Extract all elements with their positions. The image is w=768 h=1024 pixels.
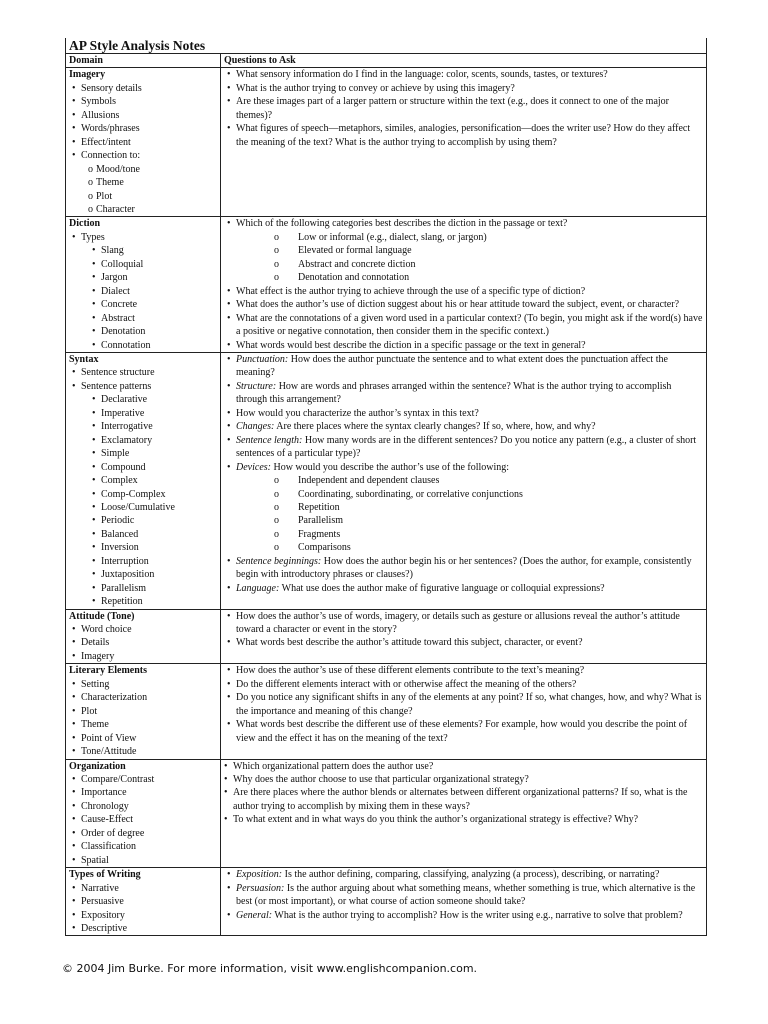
domain-item: • Complex	[69, 474, 217, 487]
question-lead: Sentence length:	[236, 434, 303, 446]
domain-item: • Dialect	[69, 285, 217, 298]
question-text: How would you characterize the author’s syntax in this text?	[236, 407, 479, 419]
domain-cell	[66, 868, 221, 936]
question-lead: Sentence beginnings:	[236, 555, 322, 567]
domain-item-list	[69, 882, 217, 936]
domain-item: • Periodic	[69, 514, 217, 527]
domain-item: • Narrative	[69, 882, 217, 895]
question-lead: Devices:	[236, 461, 271, 473]
question-lead: Changes:	[236, 421, 275, 433]
question-text: What use does the author make of figurative language or colloquial expressions?	[279, 582, 605, 594]
question-item	[224, 501, 703, 514]
question-item	[224, 82, 703, 95]
question-item	[224, 244, 703, 257]
question-list	[224, 664, 703, 745]
question-text: Are these images part of a larger pattern or structure within the text (e.g., does it connect to one of the major themes)?	[236, 96, 669, 121]
domain-item: • Loose/Cumulative	[69, 501, 217, 514]
question-text: How does the author’s use of these different elements contribute to the text’s meaning?	[236, 665, 585, 677]
domain-item: • Effect/intent	[69, 136, 217, 149]
domain-item: • Word choice	[69, 623, 217, 636]
domain-item: • Concrete	[69, 298, 217, 311]
domain-cell	[66, 68, 221, 217]
domain-item-list	[69, 366, 217, 608]
question-text: To what extent and in what ways do you think the author’s organizational strategy is effective? Why?	[233, 814, 639, 826]
question-item	[224, 353, 703, 380]
question-text: What are the connotations of a given word used in a particular context? (To begin, you might ask if the word(s) have a positive or negative connotation, then consider them in the specific context.)	[236, 312, 703, 338]
domain-item: • Parallelism	[69, 582, 217, 595]
question-item	[224, 258, 703, 271]
question-text: Which of the following categories best describes the diction in the passage or text?	[236, 218, 568, 230]
question-text: What does the author’s use of diction suggest about his or hear attitude toward the subject, event, or character?	[236, 299, 680, 311]
domain-header: Domain	[66, 54, 221, 68]
table-body	[66, 68, 707, 936]
question-item	[224, 488, 703, 501]
question-text: How many words are in the different sentences? Do you notice any pattern (e.g., a cluster of short sentences of a particular type)?	[236, 434, 697, 460]
domain-item: • Words/phrases	[69, 122, 217, 135]
domain-item: • Setting	[69, 678, 217, 691]
question-list	[224, 610, 703, 650]
question-item	[224, 773, 703, 786]
question-text: Independent and dependent clauses	[298, 475, 440, 487]
questions-cell	[221, 609, 707, 664]
domain-item: • Abstract	[69, 312, 217, 325]
question-item	[224, 68, 703, 81]
domain-item: • Point of View	[69, 732, 217, 745]
domain-item: • Order of degree	[69, 827, 217, 840]
question-text: What words best describe the different use of these elements? For example, how would you describe the point of view and the effect it has on the meaning of the text?	[236, 719, 688, 744]
domain-item: • Spatial	[69, 854, 217, 867]
question-list	[224, 68, 703, 149]
domain-item: • Importance	[69, 786, 217, 799]
domain-item: • Expository	[69, 909, 217, 922]
domain-item: • Cause-Effect	[69, 813, 217, 826]
question-text: What words best describe the author’s attitude toward this subject, character, or event?	[236, 637, 583, 649]
questions-cell	[221, 759, 707, 868]
domain-item-list	[69, 773, 217, 867]
domain-item: • Declarative	[69, 393, 217, 406]
domain-item: • Symbols	[69, 95, 217, 108]
question-item	[224, 312, 703, 339]
domain-item: • Jargon	[69, 271, 217, 284]
question-item	[224, 231, 703, 244]
domain-item: • Imagery	[69, 650, 217, 663]
question-text: Do you notice any significant shifts in any of the elements at any point? If so, what changes, how, and why? What is the importance and meaning of this change?	[236, 692, 702, 717]
question-item	[224, 868, 703, 881]
question-text: Is the author defining, comparing, classifying, analyzing (a process), describing, or narrating?	[282, 869, 660, 881]
question-item	[224, 380, 703, 407]
question-text: Which organizational pattern does the author use?	[233, 760, 434, 772]
domain-item: • Types	[69, 231, 217, 244]
domain-cell	[66, 217, 221, 353]
question-text: Coordinating, subordinating, or correlative conjunctions	[298, 488, 523, 500]
question-item	[224, 760, 703, 773]
domain-item: • Compound	[69, 461, 217, 474]
questions-cell	[221, 352, 707, 609]
domain-item: • Descriptive	[69, 922, 217, 935]
domain-item: • Slang	[69, 244, 217, 257]
copyright-footer: © 2004 Jim Burke. For more information, visit www.englishcompanion.com.	[62, 962, 478, 975]
question-lead: Persuasion:	[236, 882, 285, 894]
question-text: Repetition	[298, 501, 340, 513]
domain-item: • Tone/Attitude	[69, 745, 217, 758]
domain-item: • Sentence structure	[69, 366, 217, 379]
question-item	[224, 474, 703, 487]
question-item	[224, 610, 703, 637]
domain-item: • Inversion	[69, 541, 217, 554]
question-text: How are words and phrases arranged within the sentence? What is the author trying to accomplish through this arrangement?	[236, 380, 672, 406]
question-text: How does the author begin his or her sentences? (Does the author, for example, consistently begin with introductory phrases or clauses?)	[236, 555, 692, 581]
question-text: Elevated or formal language	[298, 245, 412, 257]
question-item	[224, 636, 703, 649]
domain-item: • Sentence patterns	[69, 380, 217, 393]
question-list	[224, 760, 703, 827]
domain-item: • Juxtaposition	[69, 568, 217, 581]
domain-title: Types of Writing	[69, 869, 141, 881]
questions-cell	[221, 68, 707, 217]
question-text: Abstract and concrete diction	[298, 258, 416, 270]
question-item	[224, 420, 703, 433]
analysis-table	[65, 53, 707, 936]
question-item	[224, 813, 703, 826]
domain-title: Imagery	[69, 69, 106, 81]
question-item	[224, 786, 703, 813]
domain-item: o Plot	[69, 190, 217, 203]
question-item	[224, 407, 703, 420]
domain-item: • Chronology	[69, 800, 217, 813]
question-text: Low or informal (e.g., dialect, slang, or jargon)	[298, 231, 487, 243]
table-row	[66, 868, 707, 936]
domain-item: • Connotation	[69, 339, 217, 352]
question-item	[224, 514, 703, 527]
domain-item: • Balanced	[69, 528, 217, 541]
question-item	[224, 882, 703, 909]
document-title: AP Style Analysis Notes	[65, 38, 707, 53]
question-item	[224, 339, 703, 352]
question-item	[224, 664, 703, 677]
domain-cell	[66, 609, 221, 664]
domain-item: • Comp-Complex	[69, 488, 217, 501]
domain-item: • Allusions	[69, 109, 217, 122]
questions-cell	[221, 664, 707, 759]
question-text: How does the author’s use of words, imagery, or details such as gesture or allusions reveal the author’s attitude toward a character or event in the story?	[236, 610, 680, 636]
domain-title: Organization	[69, 760, 126, 772]
domain-item: • Denotation	[69, 325, 217, 338]
question-item	[224, 122, 703, 149]
question-text: Denotation and connotation	[298, 272, 410, 284]
question-text: Is the author arguing about what something means, whether something is true, which alternative is the best (or most important), or what course of action someone should take?	[236, 882, 696, 908]
question-item	[224, 271, 703, 284]
domain-item: • Colloquial	[69, 258, 217, 271]
domain-item: • Imperative	[69, 407, 217, 420]
question-text: What figures of speech—metaphors, similes, analogies, personification—does the writer use? How do they affect the meaning of the text? What is the author trying to accomplish by using them?	[236, 123, 691, 148]
question-text: Why does the author choose to use that particular organizational strategy?	[233, 774, 529, 786]
question-item	[224, 582, 703, 595]
question-text: What is the author trying to convey or achieve by using this imagery?	[236, 82, 515, 94]
question-item	[224, 434, 703, 461]
domain-item-list	[69, 82, 217, 217]
domain-item: o Mood/tone	[69, 163, 217, 176]
table-row	[66, 68, 707, 217]
domain-item: • Characterization	[69, 691, 217, 704]
domain-item: • Theme	[69, 718, 217, 731]
domain-item-list	[69, 623, 217, 663]
domain-item: • Interruption	[69, 555, 217, 568]
question-text: Do the different elements interact with or otherwise affect the meaning of the others?	[236, 678, 577, 690]
domain-title: Attitude (Tone)	[69, 610, 135, 622]
question-item	[224, 555, 703, 582]
domain-item: • Persuasive	[69, 895, 217, 908]
notes-page	[65, 38, 707, 936]
domain-item: • Plot	[69, 705, 217, 718]
question-text: How would you describe the author’s use of the following:	[270, 461, 510, 473]
question-item	[224, 217, 703, 230]
domain-item-list	[69, 678, 217, 759]
table-row	[66, 609, 707, 664]
question-text: What is the author trying to accomplish? How is the writer using e.g., narrative to solve that problem?	[272, 909, 683, 921]
question-list	[224, 868, 703, 922]
domain-item: • Details	[69, 636, 217, 649]
domain-item: • Interrogative	[69, 420, 217, 433]
question-lead: Exposition:	[236, 869, 283, 881]
question-list	[224, 217, 703, 352]
domain-item: • Connection to:	[69, 149, 217, 162]
domain-item: • Sensory details	[69, 82, 217, 95]
domain-item: • Classification	[69, 840, 217, 853]
domain-item: • Simple	[69, 447, 217, 460]
domain-title: Syntax	[69, 353, 99, 365]
domain-title: Diction	[69, 218, 101, 230]
domain-item: o Character	[69, 203, 217, 216]
domain-cell	[66, 759, 221, 868]
question-item	[224, 95, 703, 122]
question-text: Parallelism	[298, 515, 343, 527]
question-text: Comparisons	[298, 542, 351, 554]
domain-item: o Theme	[69, 176, 217, 189]
questions-cell	[221, 217, 707, 353]
question-text: What effect is the author trying to achieve through the use of a specific type of diction?	[236, 285, 586, 297]
question-text: Are there places where the author blends or alternates between different organizational patterns? If so, what is the author trying to accomplish by mixing them in these ways?	[233, 787, 688, 812]
question-item	[224, 909, 703, 922]
table-row	[66, 759, 707, 868]
domain-cell	[66, 664, 221, 759]
domain-title: Literary Elements	[69, 665, 148, 677]
domain-cell	[66, 352, 221, 609]
question-text: What sensory information do I find in the language: color, scents, sounds, tastes, or textures?	[236, 69, 608, 81]
question-list	[224, 353, 703, 595]
question-text: Are there places where the syntax clearly changes? If so, where, how, and why?	[274, 421, 596, 433]
question-lead: Language:	[236, 582, 280, 594]
question-lead: Structure:	[236, 380, 277, 392]
question-item	[224, 528, 703, 541]
question-item	[224, 298, 703, 311]
question-text: How does the author punctuate the sentence and to what extent does the punctuation affect the meaning?	[236, 353, 668, 379]
table-row	[66, 217, 707, 353]
question-item	[224, 678, 703, 691]
domain-item-list	[69, 231, 217, 352]
table-header-row	[66, 54, 707, 68]
domain-item: • Compare/Contrast	[69, 773, 217, 786]
question-lead: General:	[236, 909, 273, 921]
question-item	[224, 461, 703, 474]
question-item	[224, 541, 703, 554]
question-item	[224, 691, 703, 718]
question-item	[224, 285, 703, 298]
questions-header: Questions to Ask	[221, 54, 707, 68]
question-lead: Punctuation:	[236, 353, 289, 365]
question-item	[224, 718, 703, 745]
question-text: What words would best describe the diction in a specific passage or the text in general?	[236, 339, 586, 351]
question-text: Fragments	[298, 528, 341, 540]
table-row	[66, 352, 707, 609]
questions-cell	[221, 868, 707, 936]
domain-item: • Repetition	[69, 595, 217, 608]
table-row	[66, 664, 707, 759]
domain-item: • Exclamatory	[69, 434, 217, 447]
